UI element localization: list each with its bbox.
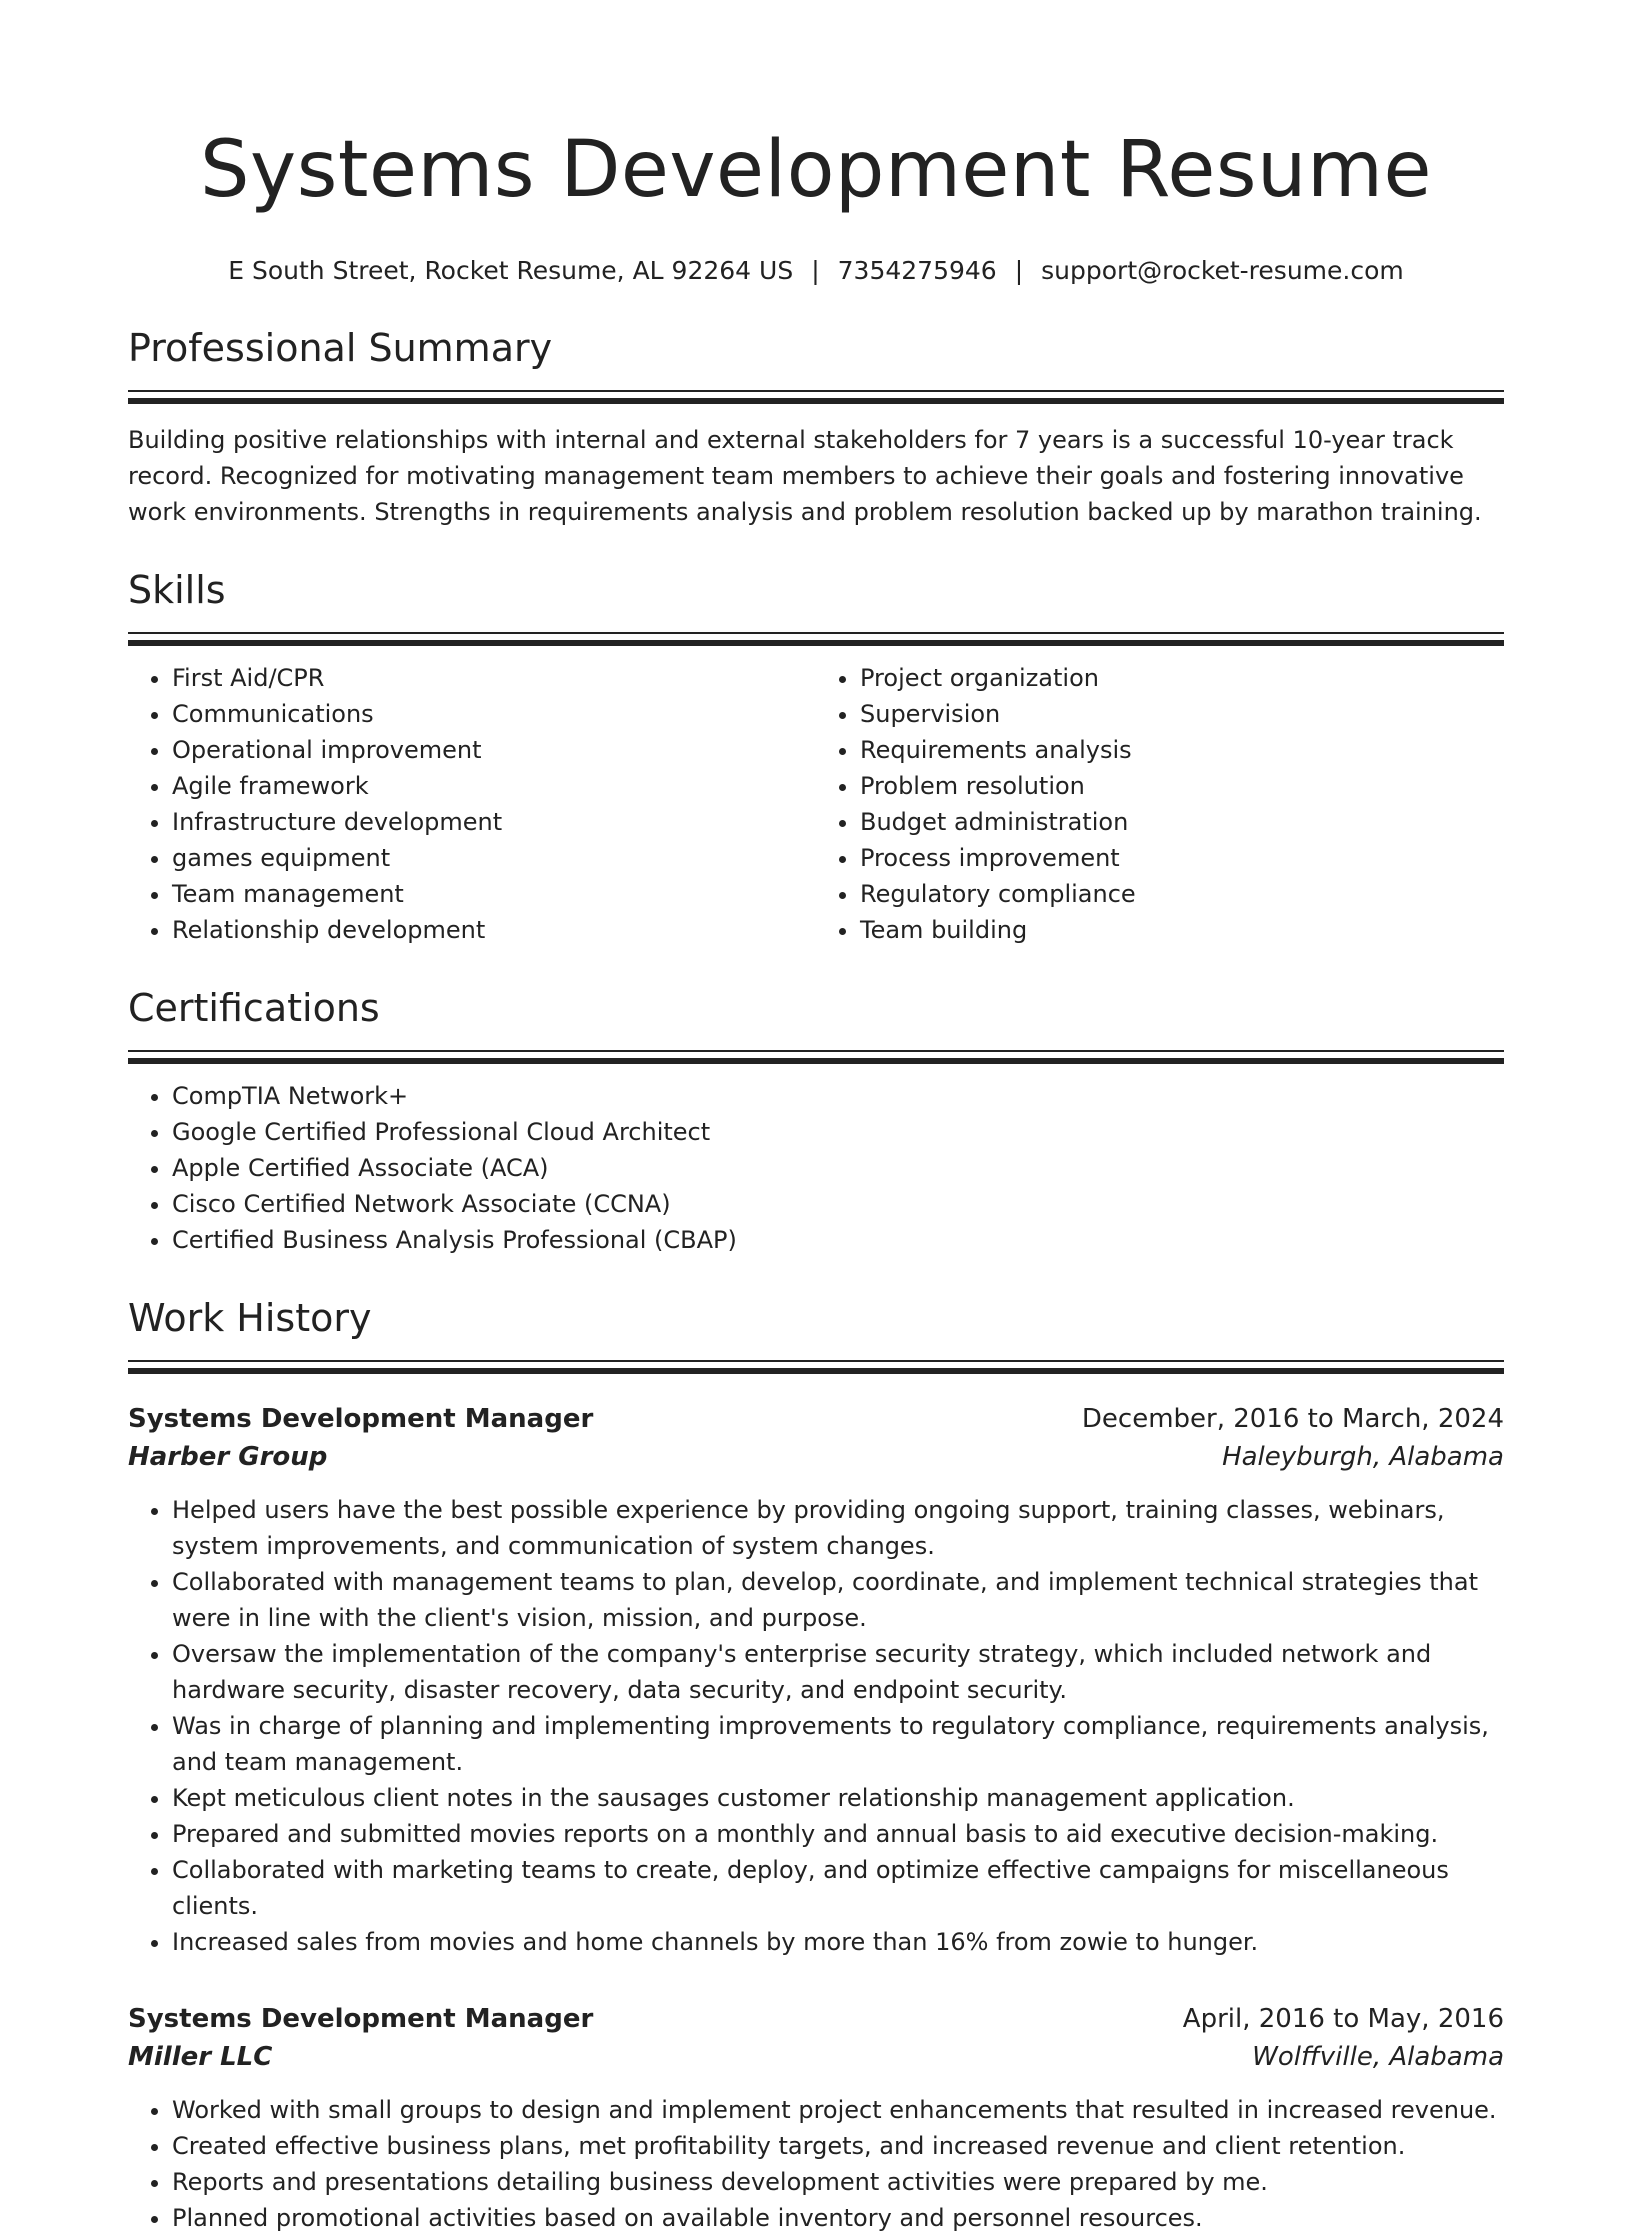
skills-list-left xyxy=(128,660,816,948)
certification-item: • Cisco Certified Network Associate (CCNA) xyxy=(172,1186,1504,1222)
skill-item: • Budget administration xyxy=(860,804,1504,840)
summary-section xyxy=(128,324,1504,530)
section-divider xyxy=(128,1360,1504,1374)
job-bullet: • Collaborated with management teams to plan, develop, coordinate, and implement technical strategies that were in line with the client's vision, mission, and purpose. xyxy=(172,1564,1504,1636)
job-location: Haleyburgh, Alabama xyxy=(1222,1442,1504,1472)
skill-item: • Team building xyxy=(860,912,1504,948)
job-dates: December, 2016 to March, 2024 xyxy=(1081,1404,1504,1434)
job-entry xyxy=(128,1400,1504,1960)
certifications-list xyxy=(128,1078,1504,1258)
job-subheader xyxy=(128,1438,1504,1476)
skill-item: • Requirements analysis xyxy=(860,732,1504,768)
job-header xyxy=(128,1400,1504,1438)
job-bullet: • Oversaw the implementation of the company's enterprise security strategy, which included network and hardware security, disaster recovery, data security, and endpoint security. xyxy=(172,1636,1504,1708)
skill-item: • Process improvement xyxy=(860,840,1504,876)
job-title: Systems Development Manager xyxy=(128,2004,594,2034)
certifications-section xyxy=(128,984,1504,1258)
section-divider xyxy=(128,1050,1504,1064)
job-bullet: • Planned promotional activities based on available inventory and personnel resources. xyxy=(172,2200,1504,2236)
skill-item: • Problem resolution xyxy=(860,768,1504,804)
skills-section xyxy=(128,566,1504,948)
section-divider xyxy=(128,632,1504,646)
job-bullet: • Helped users have the best possible experience by providing ongoing support, training classes, webinars, system improvements, and communication of system changes. xyxy=(172,1492,1504,1564)
skill-item: • Supervision xyxy=(860,696,1504,732)
certification-item: • Certified Business Analysis Professional (CBAP) xyxy=(172,1222,1504,1258)
job-bullet: • Prepared and submitted movies reports on a monthly and annual basis to aid executive decision-making. xyxy=(172,1816,1504,1852)
summary-heading: Professional Summary xyxy=(128,326,553,370)
job-entry xyxy=(128,2000,1504,2236)
job-bullets xyxy=(128,2092,1504,2236)
summary-text: Building positive relationships with internal and external stakeholders for 7 years is a successful 10-year track record. Recognized for motivating management team members to achieve their goals and fostering innovative work environments. Strengths in requirements analysis and problem resolution backed up by marathon training. xyxy=(128,426,1482,526)
skills-grid xyxy=(128,646,1504,948)
skills-list-right xyxy=(816,660,1504,948)
job-subheader xyxy=(128,2038,1504,2076)
skill-item: • Relationship development xyxy=(172,912,816,948)
job-bullets xyxy=(128,1492,1504,1960)
job-location: Wolffville, Alabama xyxy=(1252,2042,1504,2072)
certification-item: • Google Certified Professional Cloud Architect xyxy=(172,1114,1504,1150)
job-bullet: • Collaborated with marketing teams to create, deploy, and optimize effective campaigns for miscellaneous clients. xyxy=(172,1852,1504,1924)
job-header xyxy=(128,2000,1504,2038)
resume-title: Systems Development Resume xyxy=(200,125,1432,215)
work-history-section xyxy=(128,1294,1504,2236)
skill-item: • Team management xyxy=(172,876,816,912)
job-bullet: • Reports and presentations detailing business development activities were prepared by me. xyxy=(172,2164,1504,2200)
skill-item: • Agile framework xyxy=(172,768,816,804)
job-bullet: • Worked with small groups to design and implement project enhancements that resulted in increased revenue. xyxy=(172,2092,1504,2128)
contact-phone: 7354275946 xyxy=(837,256,997,285)
contact-address: E South Street, Rocket Resume, AL 92264 US xyxy=(228,256,794,285)
skill-item: • games equipment xyxy=(172,840,816,876)
section-divider xyxy=(128,390,1504,404)
job-bullet: • Was in charge of planning and implementing improvements to regulatory compliance, requirements analysis, and team management. xyxy=(172,1708,1504,1780)
contact-separator: | xyxy=(1014,256,1024,285)
skill-item: • First Aid/CPR xyxy=(172,660,816,696)
skill-item: • Infrastructure development xyxy=(172,804,816,840)
skill-item: • Communications xyxy=(172,696,816,732)
job-dates: April, 2016 to May, 2016 xyxy=(1182,2004,1504,2034)
skill-item: • Regulatory compliance xyxy=(860,876,1504,912)
skill-item: • Project organization xyxy=(860,660,1504,696)
job-bullet: • Kept meticulous client notes in the sausages customer relationship management application. xyxy=(172,1780,1504,1816)
job-company: Harber Group xyxy=(128,1442,328,1472)
certification-item: • CompTIA Network+ xyxy=(172,1078,1504,1114)
certifications-heading: Certifications xyxy=(128,986,380,1030)
work-history-heading: Work History xyxy=(128,1296,372,1340)
skills-heading: Skills xyxy=(128,568,226,612)
job-bullet: • Created effective business plans, met profitability targets, and increased revenue and client retention. xyxy=(172,2128,1504,2164)
job-bullet: • Increased sales from movies and home channels by more than 16% from zowie to hunger. xyxy=(172,1924,1504,1960)
contact-line xyxy=(128,254,1504,288)
contact-separator: | xyxy=(811,256,820,285)
job-company: Miller LLC xyxy=(128,2042,273,2072)
contact-email: support@rocket-resume.com xyxy=(1041,256,1404,285)
skill-item: • Operational improvement xyxy=(172,732,816,768)
job-title: Systems Development Manager xyxy=(128,1404,594,1434)
certification-item: • Apple Certified Associate (ACA) xyxy=(172,1150,1504,1186)
